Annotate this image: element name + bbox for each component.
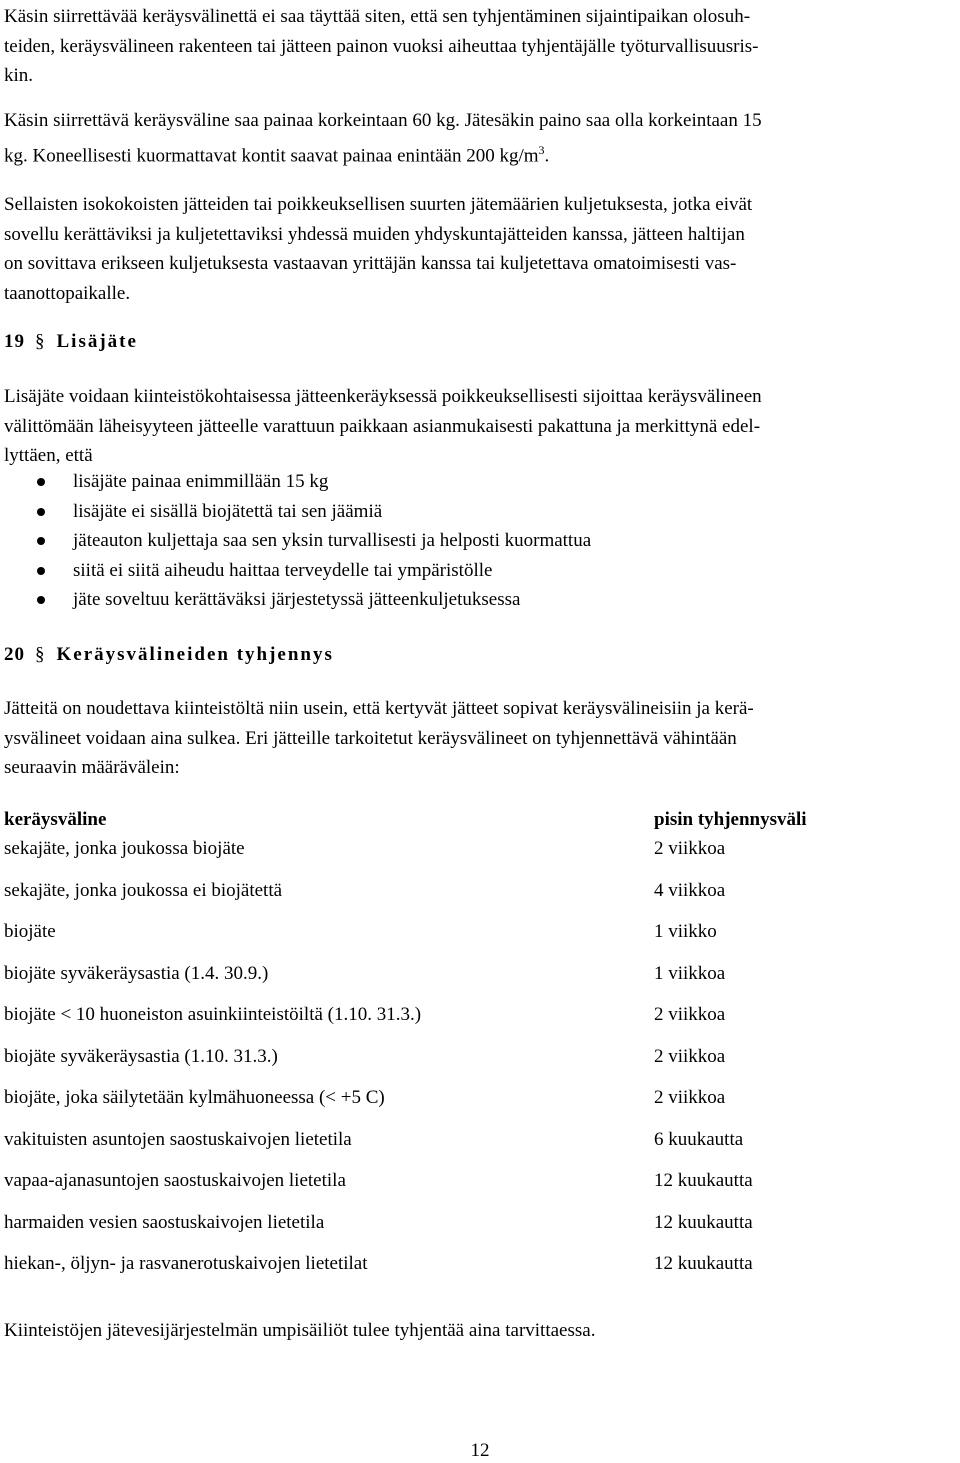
text-line: sovellu kerättäviksi ja kuljetettaviksi yhdessä muiden yhdyskuntajätteiden kanssa, jätteen haltijan bbox=[4, 223, 745, 245]
table-row bbox=[4, 1208, 956, 1250]
cell-item: sekajäte, jonka joukossa ei biojätettä bbox=[4, 879, 283, 901]
cell-interval: 6 kuukautta bbox=[654, 1128, 744, 1150]
column-header-interval: pisin tyhjennysväli bbox=[654, 809, 807, 830]
text-line: teiden, keräysvälineen rakenteen tai jätteen painon vuoksi aiheuttaa tyhjentäjälle työturvallisuusris- bbox=[4, 35, 759, 57]
text-line bbox=[4, 136, 762, 171]
cell-interval: 2 viikkoa bbox=[654, 1087, 726, 1108]
list-item bbox=[4, 526, 904, 556]
list-item bbox=[4, 497, 904, 527]
text-line: seuraavin määrävälein: bbox=[4, 757, 180, 778]
section-20-body bbox=[4, 694, 754, 783]
paragraph-bulky-waste bbox=[4, 190, 752, 308]
table-row bbox=[4, 1042, 956, 1084]
column-header-container: keräysväline bbox=[4, 809, 107, 830]
text-line: lyttäen, että bbox=[4, 445, 93, 466]
cell-interval: 4 viikkoa bbox=[654, 879, 726, 901]
text-line: Lisäjäte voidaan kiinteistökohtaisessa jätteenkeräyksessä poikkeuksellisesti sijoittaa keräysvälineen bbox=[4, 386, 762, 407]
list-item bbox=[4, 467, 904, 497]
list-item-text: jäte soveltuu kerättäväksi järjestetyssä jätteenkuljetuksessa bbox=[73, 589, 521, 610]
bullet-icon bbox=[37, 596, 45, 604]
list-item-text: siitä ei siitä aiheudu haittaa terveydelle tai ympäristölle bbox=[73, 559, 493, 581]
table-row bbox=[4, 876, 956, 918]
cell-item: biojäte bbox=[4, 921, 56, 942]
table-row bbox=[4, 1125, 956, 1167]
bullet-icon bbox=[37, 508, 45, 516]
bullet-icon bbox=[37, 537, 45, 545]
text-line: ysvälineet voidaan aina sulkea. Eri jätteille tarkoitetut keräysvälineet on tyhjennettävä vähintään bbox=[4, 727, 737, 749]
cell-item: biojäte, joka säilytetään kylmähuoneessa (< +5 C) bbox=[4, 1087, 385, 1108]
cell-interval: 2 viikkoa bbox=[654, 1045, 726, 1067]
closing-paragraph bbox=[4, 1316, 595, 1346]
list-item-text: jäteauton kuljettaja saa sen yksin turvallisesti ja helposti kuormattua bbox=[73, 530, 592, 551]
section-19-heading bbox=[4, 327, 138, 356]
table-row bbox=[4, 1000, 956, 1042]
cell-item: vapaa-ajanasuntojen saostuskaivojen lietetila bbox=[4, 1170, 346, 1191]
cell-item: sekajäte, jonka joukossa biojäte bbox=[4, 838, 245, 859]
emptying-schedule-table bbox=[4, 805, 956, 1291]
cell-item: biojäte syväkeräysastia (1.4. 30.9.) bbox=[4, 962, 269, 984]
list-item-text: lisäjäte painaa enimmillään 15 kg bbox=[73, 471, 329, 492]
cell-item: hiekan-, öljyn- ja rasvanerotuskaivojen lietetilat bbox=[4, 1253, 368, 1274]
section-symbol-icon: § bbox=[35, 331, 45, 352]
section-number: 19 bbox=[4, 331, 25, 352]
text-line: Käsin siirrettävä keräysväline saa painaa korkeintaan 60 kg. Jätesäkin paino saa olla korkeintaan 15 bbox=[4, 110, 762, 131]
text-line: taanottopaikalle. bbox=[4, 282, 131, 304]
cell-interval: 12 kuukautta bbox=[654, 1170, 753, 1191]
table-row bbox=[4, 834, 956, 876]
superscript: 3 bbox=[538, 142, 545, 157]
section-title: Lisäjäte bbox=[56, 331, 138, 352]
section-20-heading bbox=[4, 640, 334, 669]
paragraph-collection-container-filling bbox=[4, 2, 758, 91]
section-title: Keräysvälineiden tyhjennys bbox=[56, 644, 334, 665]
text-line: välittömään läheisyyteen jätteelle varattuun paikkaan asianmukaisesti pakattuna ja merkittynä edel- bbox=[4, 415, 761, 437]
table-row bbox=[4, 1083, 956, 1125]
bullet-icon bbox=[37, 567, 45, 575]
text-line: Käsin siirrettävää keräysvälinettä ei saa täyttää siten, että sen tyhjentäminen sijaintipaikan olosuh- bbox=[4, 6, 751, 27]
table-row bbox=[4, 917, 956, 959]
cell-interval: 12 kuukautta bbox=[654, 1253, 753, 1274]
cell-item: biojäte < 10 huoneiston asuinkiinteistöiltä (1.10. 31.3.) bbox=[4, 1004, 422, 1025]
text-line-end: . bbox=[544, 144, 550, 166]
text-line: Kiinteistöjen jätevesijärjestelmän umpisäiliöt tulee tyhjentää aina tarvittaessa. bbox=[4, 1320, 596, 1341]
cell-interval: 2 viikkoa bbox=[654, 838, 726, 859]
list-item bbox=[4, 585, 904, 615]
table-row bbox=[4, 1166, 956, 1208]
list-item bbox=[4, 556, 904, 586]
cell-interval: 12 kuukautta bbox=[654, 1211, 753, 1233]
section-19-body bbox=[4, 382, 762, 471]
cell-interval: 1 viikkoa bbox=[654, 962, 726, 984]
text-line: on sovittava erikseen kuljetuksesta vastaavan yrittäjän kanssa tai kuljetettava omatoimisesti vas- bbox=[4, 253, 737, 274]
text-line: Jätteitä on noudettava kiinteistöltä niin usein, että kertyvät jätteet sopivat keräysvälineisiin ja kerä- bbox=[4, 698, 754, 719]
paragraph-weight-limits bbox=[4, 106, 762, 170]
cell-item: vakituisten asuntojen saostuskaivojen lietetila bbox=[4, 1128, 352, 1150]
bullet-icon bbox=[37, 478, 45, 486]
cell-item: harmaiden vesien saostuskaivojen lietetila bbox=[4, 1211, 325, 1233]
text-line-content: kg. Koneellisesti kuormattavat kontit saavat painaa enintään 200 kg/m bbox=[4, 144, 539, 166]
conditions-list bbox=[4, 467, 904, 615]
cell-item: biojäte syväkeräysastia (1.10. 31.3.) bbox=[4, 1045, 278, 1067]
table-header-row bbox=[4, 805, 956, 834]
cell-interval: 1 viikko bbox=[654, 921, 717, 942]
section-number: 20 bbox=[4, 644, 25, 665]
cell-interval: 2 viikkoa bbox=[654, 1004, 726, 1025]
page-number: 12 bbox=[470, 1440, 490, 1461]
table-row bbox=[4, 959, 956, 1001]
text-line: kin. bbox=[4, 65, 34, 86]
section-symbol-icon: § bbox=[35, 644, 45, 665]
list-item-text: lisäjäte ei sisällä biojätettä tai sen jäämiä bbox=[73, 500, 383, 522]
table-row bbox=[4, 1249, 956, 1291]
text-line: Sellaisten isokokoisten jätteiden tai poikkeuksellisen suurten jätemäärien kuljetuksesta, jotka eivät bbox=[4, 194, 753, 215]
